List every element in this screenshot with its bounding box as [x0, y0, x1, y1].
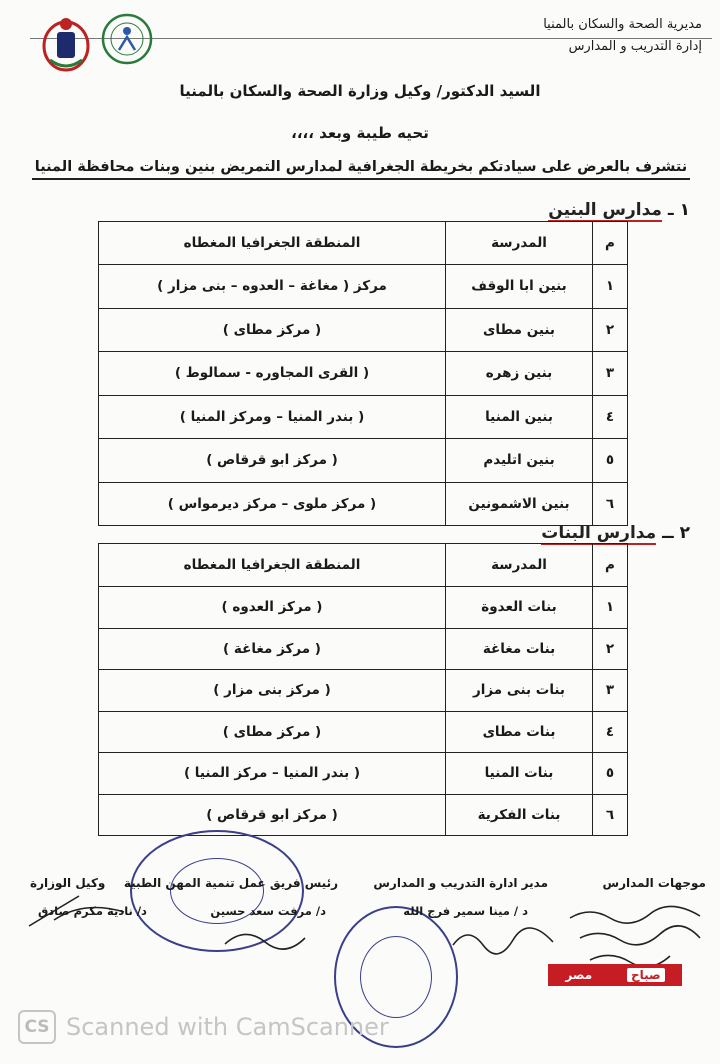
covered-region: ( مركز مغاغة ) — [99, 628, 446, 670]
row-num: ٤ — [593, 395, 628, 439]
covered-region: ( القرى المجاوره - سمالوط ) — [99, 352, 446, 396]
row-num: ٦ — [593, 794, 628, 836]
girls-section-label: مدارس البنات — [541, 523, 657, 543]
col-header-num: م — [593, 544, 628, 587]
signer-name-training-director: د / مينا سمير فرج الله — [403, 904, 528, 918]
covered-region: ( مركز ملوى – مركز ديرمواس ) — [99, 482, 446, 526]
covered-region: ( مركز ابو قرقاص ) — [99, 439, 446, 483]
boys-section-number: ١ ـ — [667, 200, 690, 220]
news-badge-word-a: صباح — [627, 968, 665, 982]
col-header-num: م — [593, 222, 628, 265]
team-head-signature-icon — [220, 920, 310, 956]
school-name: بنين المنيا — [446, 395, 593, 439]
director-signature-icon — [448, 920, 558, 960]
table-row — [99, 265, 628, 309]
col-header-region: المنطقة الجغرافيا المغطاه — [99, 222, 446, 265]
row-num: ١ — [593, 587, 628, 629]
table-row — [99, 587, 628, 629]
news-badge-word-b: مصر — [565, 968, 593, 982]
covered-region: ( مركز مطاى ) — [99, 711, 446, 753]
boys-section-label: مدارس البنين — [548, 200, 662, 220]
department-name: إدارة التدريب و المدارس — [568, 39, 702, 54]
school-name: بنات بنى مزار — [446, 670, 593, 712]
school-name: بنات مغاغة — [446, 628, 593, 670]
directorate-name: مديرية الصحة والسكان بالمنيا — [543, 17, 702, 32]
school-name: بنين زهره — [446, 352, 593, 396]
signer-name-undersecretary: د/ نادية مكرم صادق — [38, 904, 147, 918]
school-name: بنات المنيا — [446, 753, 593, 795]
girls-schools-table — [98, 543, 628, 836]
signer-title-undersecretary: وكيل الوزارة — [30, 876, 106, 890]
row-num: ٣ — [593, 670, 628, 712]
health-team-logo-icon — [100, 12, 154, 66]
ministry-logo-icon — [40, 12, 92, 74]
signer-title-training-director: مدير ادارة التدريب و المدارس — [373, 876, 548, 890]
table-row — [99, 482, 628, 526]
school-name: بنات الفكرية — [446, 794, 593, 836]
row-num: ١ — [593, 265, 628, 309]
scanner-watermark-text: Scanned with CamScanner — [66, 1013, 389, 1041]
news-watermark-badge — [548, 964, 682, 986]
covered-region: ( مركز العدوه ) — [99, 587, 446, 629]
row-num: ٥ — [593, 753, 628, 795]
row-num: ٢ — [593, 628, 628, 670]
signer-title-supervisors: موجهات المدارس — [602, 876, 706, 890]
col-header-school: المدرسة — [446, 222, 593, 265]
school-name: بنات مطاى — [446, 711, 593, 753]
table-header-row — [99, 544, 628, 587]
table-row — [99, 395, 628, 439]
table-row — [99, 794, 628, 836]
table-row — [99, 711, 628, 753]
signer-title-team-head: رئيس فريق عمل تنمية المهن الطبية — [123, 876, 338, 890]
table-header-row — [99, 222, 628, 265]
col-header-school: المدرسة — [446, 544, 593, 587]
greeting: تحيه طيبة وبعد ،،،، — [291, 124, 429, 142]
school-name: بنين ابا الوقف — [446, 265, 593, 309]
row-num: ٤ — [593, 711, 628, 753]
boys-schools-table — [98, 221, 628, 526]
school-name: بنات العدوة — [446, 587, 593, 629]
boys-section-title — [548, 200, 690, 220]
row-num: ٥ — [593, 439, 628, 483]
camscanner-logo-icon: CS — [18, 1010, 56, 1044]
row-num: ٦ — [593, 482, 628, 526]
intro-paragraph: نتشرف بالعرض على سيادتكم بخريطة الجغرافية لمدارس التمريض بنين وبنات محافظة المنيا — [32, 159, 690, 180]
covered-region: ( مركز مطاى ) — [99, 308, 446, 352]
salutation: السيد الدكتور/ وكيل وزارة الصحة والسكان بالمنيا — [179, 82, 541, 100]
letterhead — [543, 14, 702, 58]
table-row — [99, 670, 628, 712]
seal-inner-ring — [360, 936, 432, 1018]
school-name: بنين مطاى — [446, 308, 593, 352]
handwritten-signatures-icon — [560, 900, 710, 970]
row-num: ٣ — [593, 352, 628, 396]
scanner-watermark — [18, 1010, 389, 1044]
signer-name-team-head: د/ مرفت سعد حسين — [210, 904, 326, 918]
covered-region: ( بندر المنيا – ومركز المنيا ) — [99, 395, 446, 439]
covered-region: مركز ( مغاغة – العدوه – بنى مزار ) — [99, 265, 446, 309]
school-name: بنين اتليدم — [446, 439, 593, 483]
table-row — [99, 753, 628, 795]
undersecretary-signature-icon — [24, 890, 134, 930]
row-num: ٢ — [593, 308, 628, 352]
covered-region: ( مركز ابو قرقاص ) — [99, 794, 446, 836]
school-name: بنين الاشمونين — [446, 482, 593, 526]
table-row — [99, 628, 628, 670]
covered-region: ( مركز بنى مزار ) — [99, 670, 446, 712]
col-header-region: المنطقة الجغرافيا المغطاه — [99, 544, 446, 587]
table-row — [99, 352, 628, 396]
covered-region: ( بندر المنيا – مركز المنيا ) — [99, 753, 446, 795]
table-row — [99, 308, 628, 352]
girls-section-number: ٢ ــ — [662, 523, 690, 543]
girls-section-title — [541, 523, 690, 543]
table-row — [99, 439, 628, 483]
